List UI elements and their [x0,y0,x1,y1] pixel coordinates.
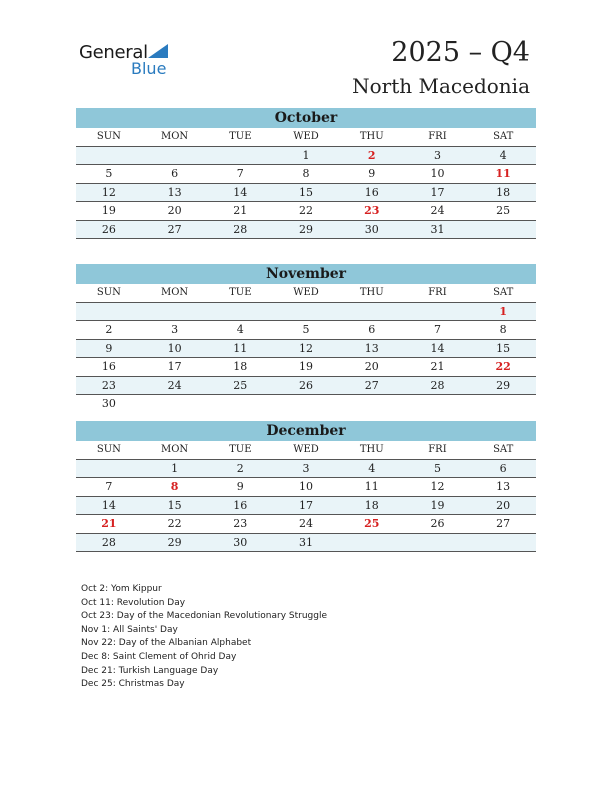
day-cell: 29 [167,535,182,549]
weekday-label: FRI [428,287,447,298]
weekday-label: THU [359,444,384,455]
holiday-day-cell: 11 [495,167,511,180]
day-cell [273,303,339,321]
weekday-label: THU [359,287,384,298]
day-cell [207,147,273,165]
day-cell: 13 [496,480,511,493]
day-cell: 31 [299,535,314,549]
weekday-label: MON [160,131,189,142]
holiday-day-cell: 23 [364,204,380,217]
day-cell: 6 [368,323,376,336]
day-cell: 1 [302,148,310,162]
day-cell: 29 [496,378,511,392]
holiday-day-cell: 8 [170,480,179,493]
holiday-note: Oct 23: Day of the Macedonian Revolutionary Struggle [81,611,328,622]
month-title: December [76,421,536,441]
week-row [76,221,536,240]
logo-triangle-icon [148,44,168,58]
week-row [76,478,536,497]
holiday-note: Nov 22: Day of the Albanian Alphabet [81,638,252,649]
weekday-label: THU [359,131,384,142]
day-cell: 3 [302,461,310,475]
day-cell: 24 [167,378,182,392]
weekday-label: FRI [428,444,447,455]
day-cell: 5 [433,461,441,475]
day-cell: 21 [430,360,445,373]
day-cell: 28 [101,535,116,549]
day-cell: 6 [171,167,179,180]
weekday-header-row [76,128,536,147]
holiday-day-cell: 22 [495,360,511,373]
day-cell: 30 [233,535,248,549]
day-cell: 3 [433,148,441,162]
day-cell: 28 [233,222,248,236]
week-row [76,321,536,340]
day-cell: 31 [430,222,445,236]
holiday-note: Oct 2: Yom Kippur [81,584,162,594]
weekday-label: MON [160,444,189,455]
day-cell: 8 [499,323,507,336]
weekday-label: SAT [493,287,514,298]
holiday-note: Dec 25: Christmas Day [81,679,185,690]
month-title: October [76,108,536,128]
holiday-day-cell: 21 [101,517,117,530]
weekday-label: MON [160,287,189,298]
day-cell: 17 [430,185,445,199]
weekday-label: SUN [96,131,121,142]
day-cell [142,303,208,321]
day-cell: 26 [101,222,116,236]
day-cell: 27 [364,378,379,392]
day-cell: 27 [167,222,182,236]
day-cell: 18 [364,498,379,512]
day-cell: 30 [364,222,379,236]
weekday-label: FRI [428,131,447,142]
day-cell: 9 [368,167,376,180]
day-cell: 3 [171,323,179,336]
day-cell: 21 [233,204,248,217]
day-cell: 5 [105,167,113,180]
weekday-label: SUN [96,444,121,455]
week-row [76,377,536,396]
day-cell [405,395,471,413]
day-cell [339,395,405,413]
day-cell: 24 [430,204,445,217]
day-cell: 28 [430,378,445,392]
day-cell [207,395,273,413]
holiday-note: Dec 8: Saint Clement of Ohrid Day [81,651,237,662]
day-cell: 11 [233,341,248,355]
day-cell: 15 [167,498,182,512]
weekday-label: TUE [229,444,252,455]
day-cell: 25 [233,378,248,392]
day-cell: 17 [167,360,182,373]
weekday-header-row [76,441,536,460]
day-cell [207,303,273,321]
day-cell: 12 [299,341,314,355]
day-cell: 4 [368,461,376,475]
week-row [76,395,536,413]
holiday-day-cell: 2 [367,148,376,162]
weekday-label: WED [293,287,319,298]
day-cell [76,147,142,165]
day-cell [405,303,471,321]
day-cell: 16 [233,498,248,512]
day-cell [273,395,339,413]
week-row [76,358,536,377]
holiday-note: Nov 1: All Saints' Day [81,624,178,635]
day-cell: 2 [236,461,244,475]
day-cell: 10 [430,167,445,180]
month-title: November [76,264,536,284]
day-cell: 20 [167,204,182,217]
holiday-note: Dec 21: Turkish Language Day [81,665,219,676]
day-cell: 1 [171,461,179,475]
day-cell: 7 [433,323,441,336]
day-cell: 14 [430,341,445,355]
day-cell: 18 [496,185,511,199]
month-1 [76,264,536,413]
day-cell [470,221,536,239]
day-cell: 29 [299,222,314,236]
day-cell: 4 [236,323,244,336]
holiday-note: Oct 11: Revolution Day [81,597,186,608]
day-cell: 9 [105,341,113,355]
brand-logo [79,40,189,80]
month-2 [76,421,536,552]
day-cell: 6 [499,461,507,475]
day-cell: 26 [430,517,445,530]
day-cell: 11 [364,480,379,493]
weekday-label: WED [293,444,319,455]
day-cell: 10 [167,341,182,355]
week-row [76,497,536,516]
day-cell: 30 [101,397,116,410]
month-0 [76,108,536,239]
day-cell: 16 [101,360,116,373]
page-title: 2025 – Q4 [391,37,530,68]
day-cell: 15 [496,341,511,355]
holiday-day-cell: 1 [499,304,507,318]
day-cell: 18 [233,360,248,373]
weekday-label: WED [293,131,319,142]
day-cell: 23 [233,517,248,530]
day-cell: 7 [105,480,113,493]
week-row [76,202,536,221]
day-cell: 15 [299,185,314,199]
day-cell: 19 [101,204,116,217]
day-cell: 26 [299,378,314,392]
weekday-label: SAT [493,131,514,142]
country-name: North Macedonia [352,74,530,98]
day-cell: 12 [101,185,116,199]
day-cell: 27 [496,517,511,530]
day-cell: 12 [430,480,445,493]
day-cell: 8 [302,167,310,180]
day-cell: 17 [299,498,314,512]
day-cell [339,534,405,552]
day-cell: 13 [167,185,182,199]
day-cell: 22 [299,204,314,217]
day-cell: 10 [299,480,314,493]
day-cell: 4 [499,148,507,162]
week-row [76,165,536,184]
week-row [76,460,536,479]
day-cell [405,534,471,552]
weekday-label: TUE [229,131,252,142]
day-cell: 5 [302,323,310,336]
day-cell: 24 [299,517,314,530]
weekday-header-row [76,284,536,303]
day-cell: 16 [364,185,379,199]
day-cell: 20 [496,498,511,512]
logo-text-blue: Blue [131,59,167,78]
day-cell: 13 [364,341,379,355]
day-cell: 19 [430,498,445,512]
day-cell: 20 [364,360,379,373]
weekday-label: SUN [96,287,121,298]
holiday-day-cell: 25 [364,517,380,530]
day-cell [142,395,208,413]
day-cell: 22 [167,517,182,530]
day-cell: 2 [105,323,113,336]
day-cell [76,460,142,478]
day-cell: 7 [236,167,244,180]
week-row [76,515,536,534]
day-cell [76,303,142,321]
week-row [76,340,536,359]
holiday-notes [81,583,327,692]
day-cell: 25 [496,204,511,217]
week-row [76,534,536,553]
logo-text-general: General [79,42,148,63]
day-cell: 14 [233,185,248,199]
day-cell: 19 [299,360,314,373]
day-cell [470,395,536,413]
day-cell: 9 [236,480,244,493]
weekday-label: TUE [229,287,252,298]
week-row [76,303,536,322]
day-cell [470,534,536,552]
day-cell: 23 [101,378,116,392]
week-row [76,147,536,166]
weekday-label: SAT [493,444,514,455]
day-cell [142,147,208,165]
day-cell [339,303,405,321]
day-cell: 14 [101,498,116,512]
week-row [76,184,536,203]
